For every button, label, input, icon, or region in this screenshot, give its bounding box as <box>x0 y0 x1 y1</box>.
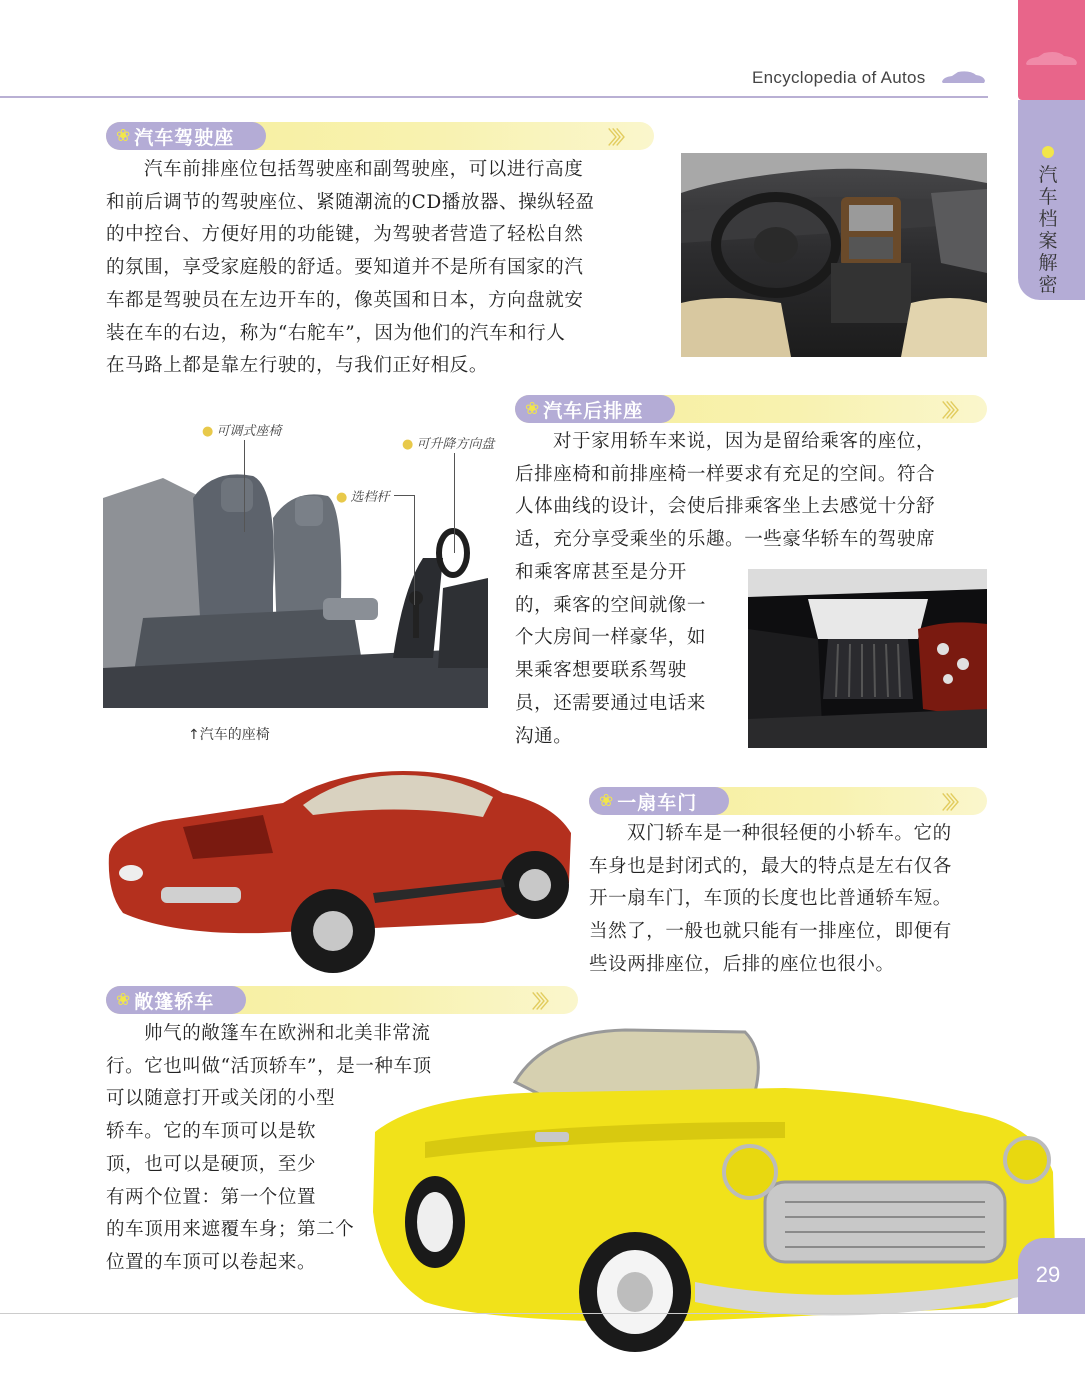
driver-seat-paragraph <box>106 154 654 383</box>
text-line: 对于家用轿车来说，因为是留给乘客的座位， <box>553 431 936 452</box>
text-line: 可以随意打开或关闭的小型 <box>106 1088 336 1110</box>
text-line: 装在车的右边，称为“右舵车”，因为他们的汽车和行人 <box>106 322 566 344</box>
section-heading-driver-seat <box>106 122 266 150</box>
text-line: 的氛围，享受家庭般的舒适。要知道并不是所有国家的汽 <box>106 257 584 279</box>
text-line: 个大房间一样豪华，如 <box>515 627 707 649</box>
rear-seat-paragraph-narrow <box>515 557 735 753</box>
section-title: 汽车后排座 <box>543 399 644 422</box>
chevron-right-icon: 〉〉〉 <box>532 992 553 1013</box>
limousine-interior-photo <box>748 569 987 748</box>
text-line: 位置的车顶可以卷起来。 <box>106 1251 317 1273</box>
text-line: 轿车。它的车顶可以是软 <box>106 1121 317 1143</box>
section-title: 一扇车门 <box>617 791 698 814</box>
text-line: 行。它也叫做“活顶轿车”，是一种车顶 <box>106 1055 432 1077</box>
text-line: 帅气的敞篷车在欧洲和北美非常流 <box>144 1023 431 1044</box>
callout-adjustable-seat: ● 可调式座椅 <box>202 424 282 439</box>
section-title: 敞篷轿车 <box>134 990 215 1013</box>
section-heading-rear-seat <box>515 395 675 423</box>
flower-icon: ❀ <box>116 990 131 1010</box>
callout-steering-wheel: ● 可升降方向盘 <box>402 437 495 452</box>
footer-divider <box>0 1313 1085 1314</box>
text-line: 沟通。 <box>515 725 573 747</box>
callout-leader-line <box>414 495 415 605</box>
text-line: 员，还需要通过电话来 <box>515 692 707 714</box>
flower-icon: ❀ <box>599 791 614 811</box>
section-title: 汽车驾驶座 <box>134 126 235 149</box>
text-line: 开一扇车门，车顶的长度也比普通轿车短。 <box>589 888 952 910</box>
text-line: 和前后调节的驾驶座位、紧随潮流的CD播放器、操纵轻盈 <box>106 191 595 213</box>
text-line: 果乘客想要联系驾驶 <box>515 660 687 682</box>
text-line: 和乘客席甚至是分开 <box>515 562 687 583</box>
text-line: 汽车前排座位包括驾驶座和副驾驶座，可以进行高度 <box>144 159 584 180</box>
callout-gear-lever: ● 选档杆 <box>336 490 390 505</box>
text-line: 当然了，一般也就只能有一排座位，即便有 <box>589 921 952 943</box>
text-line: 适，充分享受乘坐的乐趣。一些豪华轿车的驾驶席 <box>515 529 936 551</box>
text-line: 车都是驾驶员在左边开车的，像英国和日本，方向盘就安 <box>106 289 584 311</box>
page-number: 29 <box>1035 1262 1061 1287</box>
section-heading-convertible <box>106 986 246 1014</box>
section-heading-one-door <box>589 787 729 815</box>
text-line: 的中控台、方便好用的功能键，为驾驶者营造了轻松自然 <box>106 224 584 246</box>
chevron-right-icon: 〉〉〉 <box>942 793 963 814</box>
one-door-paragraph <box>589 818 987 982</box>
car-silhouette-icon <box>940 70 986 86</box>
convertible-paragraph <box>106 1018 506 1280</box>
text-line: 的，乘客的空间就像一 <box>515 594 707 616</box>
text-line: 有两个位置：第一个位置 <box>106 1186 317 1208</box>
flower-icon: ❀ <box>116 126 131 146</box>
car-seats-photo <box>103 468 488 708</box>
header-divider <box>0 96 988 98</box>
seat-figure-caption: ↑汽车的座椅 <box>188 727 270 743</box>
rear-seat-paragraph <box>515 426 987 557</box>
running-header-title: Encyclopedia of Autos <box>752 68 926 87</box>
text-line: 车身也是封闭式的，最大的特点是左右仅各 <box>589 855 952 877</box>
tab-car-silhouette-icon <box>1024 50 1078 68</box>
red-sports-car-photo <box>103 763 575 975</box>
text-line: 双门轿车是一种很轻便的小轿车。它的 <box>627 823 952 844</box>
callout-leader-line <box>244 440 245 532</box>
text-line: 人体曲线的设计，会使后排乘客坐上去感觉十分舒 <box>515 496 936 518</box>
side-tab-label: 汽车档案解密 <box>1038 164 1058 296</box>
callout-leader-line <box>454 453 455 553</box>
text-line: 后排座椅和前排座椅一样要求有充足的空间。符合 <box>515 463 936 485</box>
text-line: 顶，也可以是硬顶，至少 <box>106 1153 317 1175</box>
flower-icon: ❀ <box>525 399 540 419</box>
chevron-right-icon: 〉〉〉 <box>942 401 963 422</box>
chevron-right-icon: 〉〉〉 <box>608 128 629 149</box>
callout-leader-line <box>394 495 414 496</box>
text-line: 的车顶用来遮覆车身；第二个 <box>106 1219 355 1241</box>
text-line: 在马路上都是靠左行驶的，与我们正好相反。 <box>106 355 489 377</box>
text-line: 些设两排座位，后排的座位也很小。 <box>589 953 895 975</box>
tab-bullet-icon <box>1042 146 1054 158</box>
dashboard-photo <box>681 153 987 357</box>
